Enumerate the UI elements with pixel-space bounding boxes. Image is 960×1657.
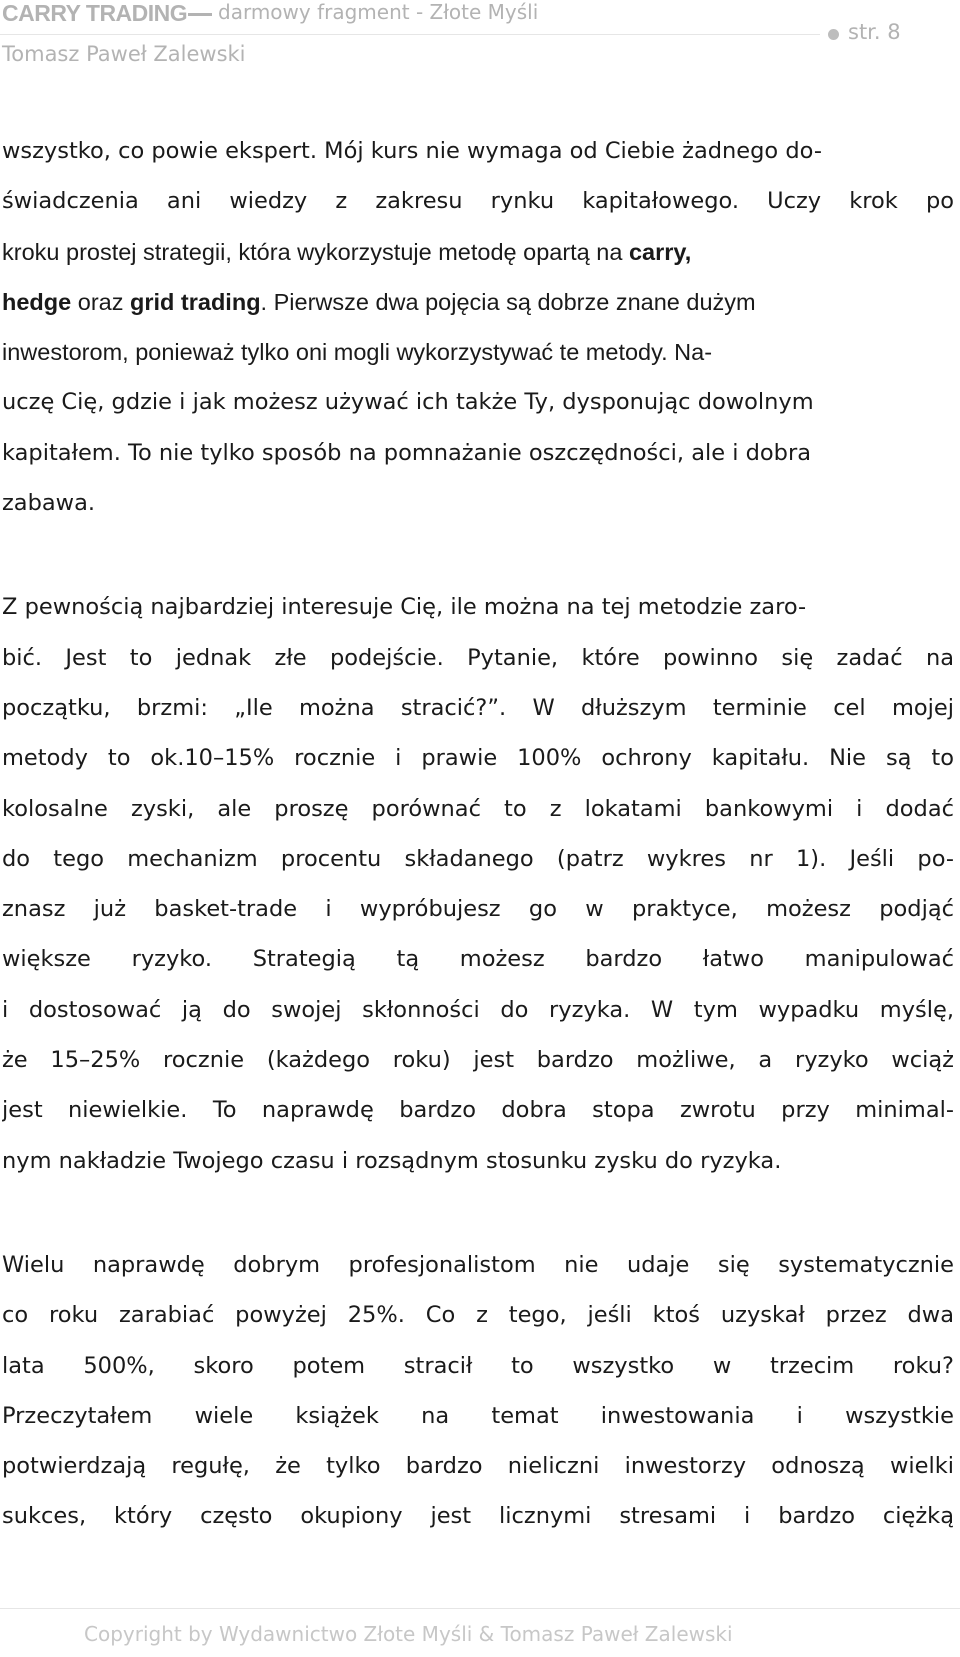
term-grid-trading: grid trading <box>130 288 261 315</box>
text-line: kapitałem. To nie tylko sposób na pomnażanie oszczędności, ale i dobra <box>2 439 812 466</box>
text-line: znasz już basket-trade i wypróbujesz go w praktyce, możesz podjąć <box>2 896 954 923</box>
header-rule <box>0 34 820 35</box>
text-line: że 15–25% rocznie (każdego roku) jest bardzo możliwe, a ryzyko wciąż <box>2 1047 954 1074</box>
text-line: kolosalne zyski, ale proszę porównać to z lokatami bankowymi i dodać <box>2 795 954 822</box>
text-line: Przeczytałem wiele książek na temat inwestowania i wszystkie <box>2 1402 954 1429</box>
text-line: co roku zarabiać powyżej 25%. Co z tego, jeśli ktoś uzyskał przez dwa <box>2 1302 954 1329</box>
book-author: Tomasz Paweł Zalewski <box>2 42 246 66</box>
text-line: jest niewielkie. To naprawdę bardzo dobra stopa zwrotu przy minimal- <box>2 1097 954 1124</box>
footer-rule <box>0 1608 960 1609</box>
bullet-icon <box>828 29 839 40</box>
text-line: lata 500%, skoro potem stracił to wszystko w trzecim roku? <box>2 1352 954 1379</box>
text-line: Z pewnością najbardziej interesuje Cię, ile można na tej metodzie zaro- <box>2 594 807 621</box>
page-body <box>2 126 954 1542</box>
text-line: do tego mechanizm procentu składanego (patrz wykres nr 1). Jeśli po- <box>2 845 954 872</box>
term-hedge: hedge <box>2 288 72 315</box>
paragraph-3 <box>2 1240 954 1542</box>
text-line: potwierdzają regułę, że tylko bardzo nieliczni inwestorzy odnoszą wielki <box>2 1453 954 1480</box>
page-number: str. 8 <box>848 20 901 44</box>
text-line: kroku prostej strategii, która wykorzystuje metodę opartą na carry, <box>2 238 692 265</box>
paragraph-2 <box>2 582 954 1186</box>
paragraph-1 <box>2 126 954 528</box>
page-footer <box>0 1600 960 1657</box>
text-line: bić. Jest to jednak złe podejście. Pytanie, które powinno się zadać na <box>2 644 954 671</box>
text-line: Wielu naprawdę dobrym profesjonalistom nie udaje się systematycznie <box>2 1251 954 1278</box>
text-line: zabawa. <box>2 490 96 517</box>
text-line: metody to ok.10–15% rocznie i prawie 100% ochrony kapitału. Nie są to <box>2 745 954 772</box>
page-header <box>0 0 960 80</box>
book-subtitle: darmowy fragment - Złote Myśli <box>218 0 539 24</box>
text-line: inwestorom, ponieważ tylko oni mogli wykorzystywać te metody. Na- <box>2 339 713 366</box>
text-line: hedge oraz grid trading. Pierwsze dwa pojęcia są dobrze znane dużym <box>2 288 756 315</box>
text-line: i dostosować ją do swojej skłonności do ryzyka. W tym wypadku myślę, <box>2 996 954 1023</box>
text-line: sukces, który często okupiony jest licznymi stresami i bardzo ciężką <box>2 1503 954 1530</box>
book-title: CARRY TRADING <box>2 0 188 26</box>
text-line: nym nakładzie Twojego czasu i rozsądnym stosunku zysku do ryzyka. <box>2 1147 782 1174</box>
text-line: większe ryzyko. Strategią tą możesz bardzo łatwo manipulować <box>2 946 954 973</box>
term-carry: carry, <box>628 238 692 265</box>
text-line: wszystko, co powie ekspert. Mój kurs nie wymaga od Ciebie żadnego do- <box>2 138 822 164</box>
text-line: świadczenia ani wiedzy z zakresu rynku kapitałowego. Uczy krok po <box>2 188 954 215</box>
title-dash <box>188 13 212 16</box>
text-line: początku, brzmi: „Ile można stracić?”. W dłuższym terminie cel mojej <box>2 694 954 721</box>
copyright-notice: Copyright by Wydawnictwo Złote Myśli & Tomasz Paweł Zalewski <box>84 1622 733 1646</box>
text-line: uczę Cię, gdzie i jak możesz używać ich także Ty, dysponując dowolnym <box>2 389 814 416</box>
